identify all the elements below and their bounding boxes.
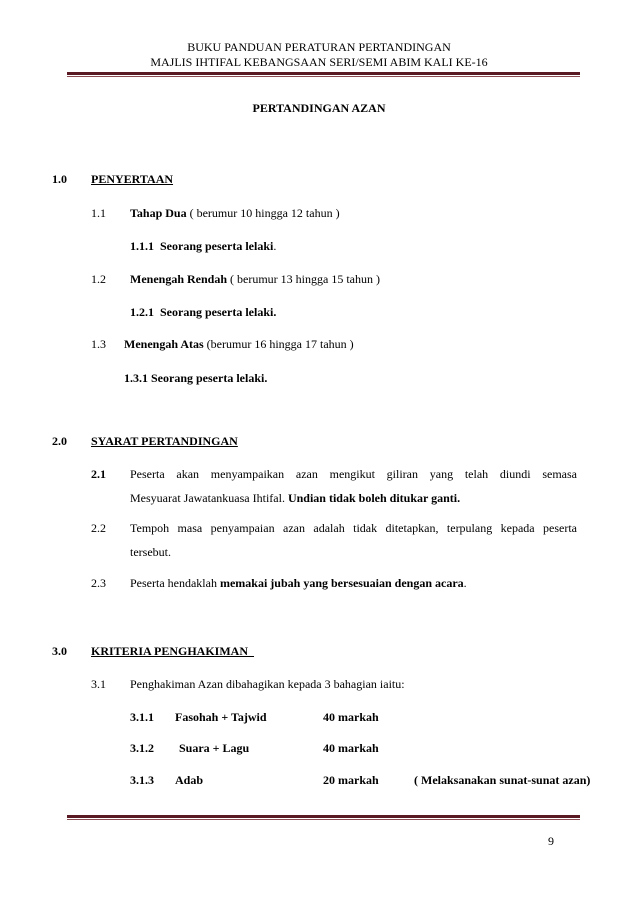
section-1-number: 1.0: [52, 172, 67, 186]
page-title: PERTANDINGAN AZAN: [252, 101, 386, 115]
item-1-3-1: 1.3.1 Seorang peserta lelaki.: [124, 371, 268, 385]
criterion-3-1-1-name: Fasohah + Tajwid: [175, 710, 267, 724]
section-2-heading: SYARAT PERTANDINGAN: [91, 434, 238, 448]
item-3-1-number: 3.1: [91, 677, 106, 691]
criterion-3-1-3-marks: 20 markah: [323, 773, 379, 787]
header-line-1: BUKU PANDUAN PERATURAN PERTANDINGAN: [187, 40, 451, 54]
section-3-heading: KRITERIA PENGHAKIMAN: [91, 644, 249, 658]
section-1-heading: PENYERTAAN: [91, 172, 174, 186]
criterion-3-1-3-number: 3.1.3: [130, 773, 154, 787]
item-1-2-1: 1.2.1 Seorang peserta lelaki.: [130, 305, 277, 319]
item-2-3-text: Peserta hendaklah memakai jubah yang bersesuaian dengan acara.: [130, 576, 467, 590]
item-1-2-number: 1.2: [91, 272, 106, 286]
page-number: 9: [548, 834, 554, 848]
criterion-3-1-2-name: Suara + Lagu: [179, 741, 250, 755]
header-line-2: MAJLIS IHTIFAL KEBANGSAAN SERI/SEMI ABIM KALI KE-16: [150, 55, 488, 69]
item-1-3-text: Menengah Atas (berumur 16 hingga 17 tahun ): [124, 337, 354, 351]
header-rule: [67, 72, 580, 77]
criterion-3-1-1-marks: 40 markah: [323, 710, 379, 724]
criterion-3-1-3-note: ( Melaksanakan sunat-sunat azan): [414, 773, 591, 787]
criterion-3-1-3-name: Adab: [175, 773, 204, 787]
section-2-number: 2.0: [52, 434, 67, 448]
item-1-2-text: Menengah Rendah ( berumur 13 hingga 15 tahun ): [130, 272, 380, 286]
item-2-1-number: 2.1: [91, 467, 106, 481]
item-2-2-line-2: tersebut.: [130, 545, 171, 559]
criterion-3-1-2-number: 3.1.2: [130, 741, 154, 755]
item-2-2-number: 2.2: [91, 521, 106, 535]
section-3-number: 3.0: [52, 644, 67, 658]
item-3-1-text: Penghakiman Azan dibahagikan kepada 3 bahagian iaitu:: [130, 677, 405, 691]
item-2-1-line-2: Mesyuarat Jawatankuasa Ihtifal. Undian tidak boleh ditukar ganti.: [130, 491, 461, 505]
item-1-3-number: 1.3: [91, 337, 106, 351]
item-1-1-text: Tahap Dua ( berumur 10 hingga 12 tahun ): [130, 206, 340, 220]
criterion-3-1-2-marks: 40 markah: [323, 741, 379, 755]
footer-rule: [67, 815, 580, 820]
item-2-3-number: 2.3: [91, 576, 106, 590]
item-1-1-number: 1.1: [91, 206, 106, 220]
item-1-1-1: 1.1.1 Seorang peserta lelaki.: [130, 239, 277, 253]
criterion-3-1-1-number: 3.1.1: [130, 710, 154, 724]
item-2-1-line-1: Peserta akan menyampaikan azan mengikut giliran yang telah diundi semasa: [130, 467, 577, 481]
item-2-2-line-1: Tempoh masa penyampaian azan adalah tidak ditetapkan, terpulang kepada peserta: [130, 521, 577, 535]
